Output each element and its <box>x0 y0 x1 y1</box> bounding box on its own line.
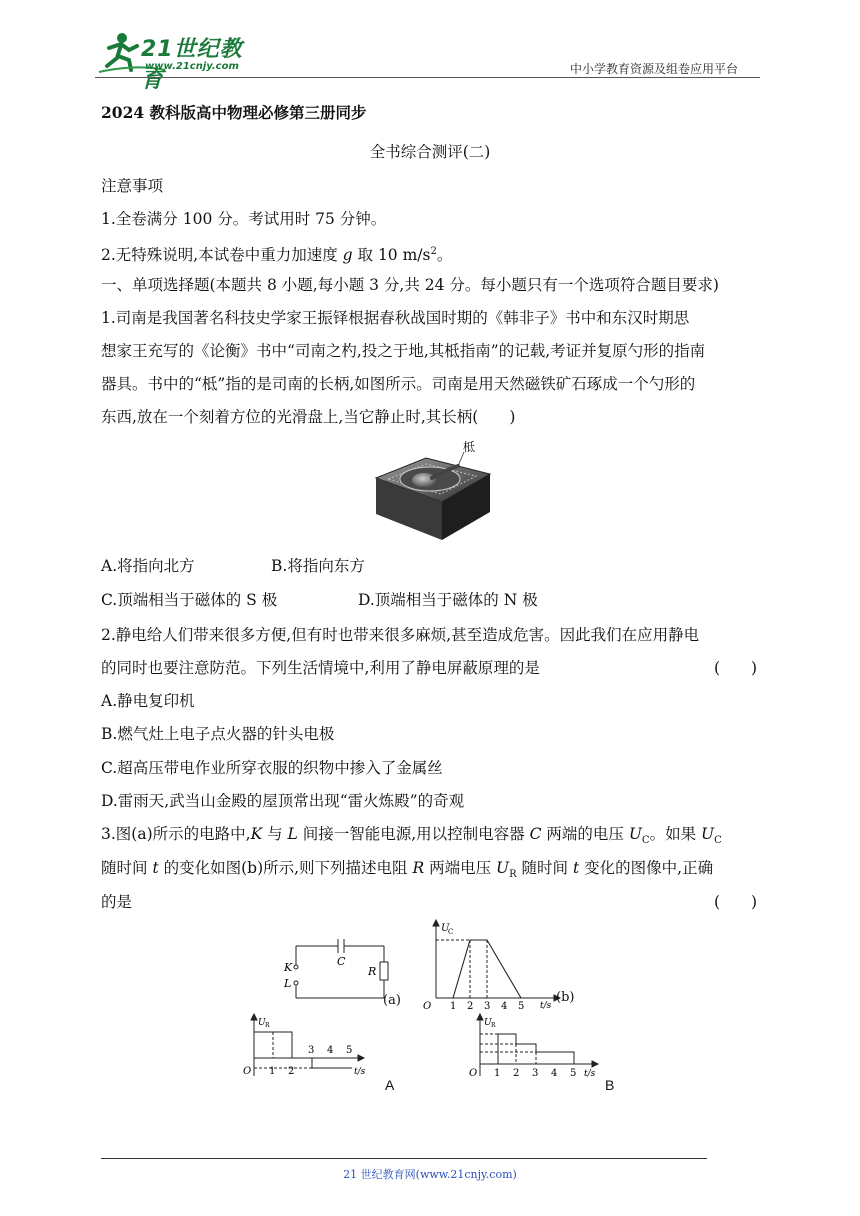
graph-b-tick-4: 4 <box>501 1001 508 1010</box>
q1-option-d: D.顶端相当于磁体的 N 极 <box>358 591 538 609</box>
footer-text[interactable]: 21 世纪教育网(www.21cnjy.com) <box>343 1168 517 1181</box>
graph-b2-tick-3: 3 <box>532 1068 539 1079</box>
test-title: 全书综合测评(二) <box>369 143 491 161</box>
notes-heading: 注意事项 <box>101 177 164 195</box>
q2-option-d: D.雷雨天,武当山金殿的屋顶常出现“雷火炼殿”的奇观 <box>101 792 465 810</box>
q3-line-2: 随时间 t 的变化如图(b)所示,则下列描述电阻 R 两端电压 $U_R$ 随时间 t 变化的图像中,正确 <box>101 859 714 881</box>
graph-b2-xlabel: t/s <box>584 1069 596 1079</box>
graph-a-tick-5: 5 <box>346 1045 353 1056</box>
logo-text: 21世纪教育 <box>141 37 243 93</box>
q1-line-2: 想家王充写的《论衡》书中“司南之杓,投之于地,其柢指南”的记载,考证并复原勺形的指南 <box>101 342 706 360</box>
figure-label-a: (a) <box>383 993 401 1008</box>
graph-a-ysub: R <box>265 1022 270 1029</box>
notes-item-2: 2.无特殊说明,本试卷中重力加速度 g 取 10 $m/s^2$。 <box>101 246 453 265</box>
header-rule <box>95 77 760 78</box>
graph-b2-tick-2: 2 <box>513 1068 520 1079</box>
q2-option-c: C.超高压带电作业所穿衣服的织物中掺入了金属丝 <box>101 759 443 777</box>
q1-option-c: C.顶端相当于磁体的 S 极 <box>101 591 278 609</box>
circuit-label-C: C <box>337 955 346 968</box>
graph-a-xlabel: t/s <box>354 1067 366 1077</box>
graph-b-ysub: C <box>448 928 454 936</box>
option-b-label: B <box>605 1077 615 1093</box>
graph-b2-tick-5: 5 <box>570 1068 577 1079</box>
graph-a-ylabel: U <box>258 1018 266 1028</box>
circuit-label-R: R <box>368 965 377 978</box>
circuit-label-L: L <box>284 977 292 990</box>
q2-answer-bracket: ( ) <box>714 659 758 677</box>
q1-option-b: B.将指向东方 <box>271 557 365 575</box>
ur-graph-option-a <box>240 1012 370 1082</box>
graph-b-xlabel: t/s <box>540 1001 552 1010</box>
header-logo <box>95 28 265 93</box>
graph-b2-ylabel: U <box>484 1018 492 1028</box>
graph-a-tick-1: 1 <box>269 1066 276 1077</box>
figure-label-b: (b) <box>556 990 575 1005</box>
graph-a-tick-2: 2 <box>288 1066 295 1077</box>
q1-line-4: 东西,放在一个刻着方位的光滑盘上,当它静止时,其长柄( ) <box>101 408 516 426</box>
graph-b-ylabel: U <box>441 923 450 934</box>
series-title: 2024 教科版高中物理必修第三册同步 <box>101 103 367 122</box>
q2-line-2: 的同时也要注意防范。下列生活情境中,利用了静电屏蔽原理的是 <box>101 659 540 677</box>
ur-graph-option-b <box>466 1012 606 1082</box>
header-platform-text: 中小学教育资源及组卷应用平台 <box>570 62 739 76</box>
footer-rule <box>101 1158 707 1159</box>
q3-line-3: 的是 <box>101 893 133 911</box>
circuit-label-K: K <box>284 961 293 974</box>
uc-graph-b <box>414 918 574 1010</box>
graph-a-tick-3: 3 <box>308 1045 315 1056</box>
graph-a-tick-4: 4 <box>327 1045 334 1056</box>
q2-option-b: B.燃气灶上电子点火器的针头电极 <box>101 725 335 743</box>
q3-line-1: 3.图(a)所示的电路中,K 与 L 间接一智能电源,用以控制电容器 C 两端的电压 $U_C$。如果 $U_C$ <box>101 825 722 847</box>
graph-b2-tick-1: 1 <box>494 1068 501 1079</box>
graph-b2-ysub: R <box>491 1022 496 1029</box>
q3-answer-bracket: ( ) <box>714 893 758 911</box>
q2-option-a: A.静电复印机 <box>101 692 195 710</box>
graph-b-tick-3: 3 <box>484 1001 491 1010</box>
graph-b-tick-2: 2 <box>467 1001 474 1010</box>
q1-line-3: 器具。书中的“柢”指的是司南的长柄,如图所示。司南是用天然磁铁矿石琢成一个勺形的 <box>101 375 696 393</box>
compass-figure <box>366 436 496 544</box>
graph-b-tick-1: 1 <box>450 1001 457 1010</box>
graph-b2-origin: O <box>469 1068 478 1079</box>
q1-option-a: A.将指向北方 <box>101 557 195 575</box>
logo-url: www.21cnjy.com <box>145 61 239 72</box>
notes-item-1: 1.全卷满分 100 分。考试用时 75 分钟。 <box>101 210 387 228</box>
figure-label-di: 柢 <box>463 440 476 454</box>
section-1-heading: 一、单项选择题(本题共 8 小题,每小题 3 分,共 24 分。每小题只有一个选项符合题目要求) <box>101 276 719 294</box>
q2-line-1: 2.静电给人们带来很多方便,但有时也带来很多麻烦,甚至造成危害。因此我们在应用静电 <box>101 626 700 644</box>
graph-b-tick-5: 5 <box>518 1001 525 1010</box>
graph-b-origin: O <box>423 1001 432 1010</box>
graph-a-origin: O <box>243 1066 252 1077</box>
graph-b2-tick-4: 4 <box>551 1068 558 1079</box>
option-a-label: A <box>385 1077 395 1093</box>
q1-line-1: 1.司南是我国著名科技史学家王振铎根据春秋战国时期的《韩非子》书中和东汉时期思 <box>101 309 690 327</box>
